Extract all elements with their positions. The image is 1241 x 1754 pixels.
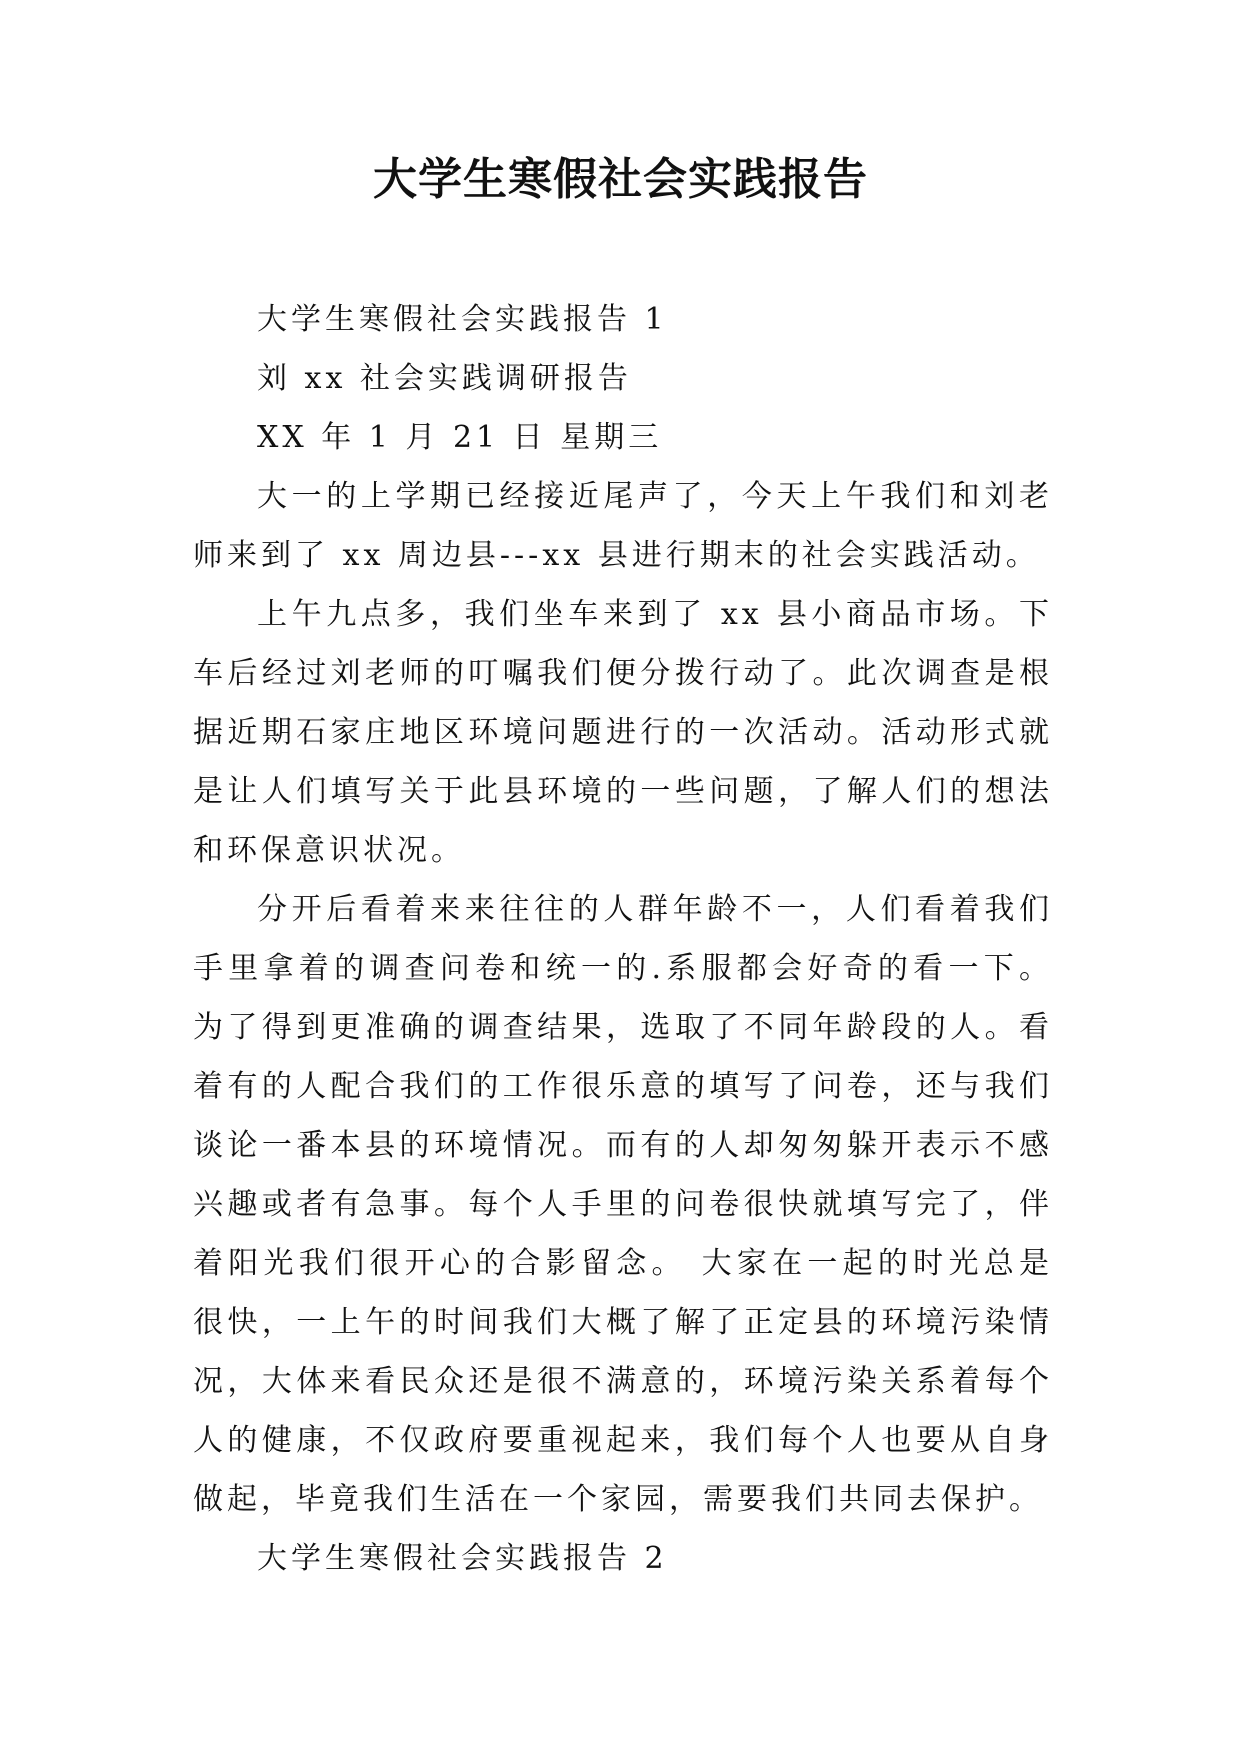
body-paragraph: 上午九点多，我们坐车来到了 xx 县小商品市场。下车后经过刘老师的叮嘱我们便分拨行动了。此次调查是根据近期石家庄地区环境问题进行的一次活动。活动形式就是让人们填写关于此县环境的一些问题，了解人们的想法和环保意识状况。 — [193, 597, 1053, 868]
document-title: 大学生寒假社会实践报告 — [373, 154, 868, 205]
report-subtitle: 刘 xx 社会实践调研报告 — [257, 361, 632, 396]
document-body — [193, 290, 1053, 1588]
report-heading-2: 大学生寒假社会实践报告 2 — [257, 1541, 668, 1576]
report-heading-1: 大学生寒假社会实践报告 1 — [257, 302, 668, 337]
report-date: XX 年 1 月 21 日 星期三 — [257, 420, 663, 455]
body-paragraph: 大一的上学期已经接近尾声了，今天上午我们和刘老师来到了 xx 周边县---xx 县进行期末的社会实践活动。 — [193, 479, 1053, 573]
body-paragraph: 分开后看着来来往往的人群年龄不一，人们看着我们手里拿着的调查问卷和统一的.系服都会好奇的看一下。为了得到更准确的调查结果，选取了不同年龄段的人。看着有的人配合我们的工作很乐意的填写了问卷，还与我们谈论一番本县的环境情况。而有的人却匆匆躲开表示不感兴趣或者有急事。每个人手里的问卷很快就填写完了，伴着阳光我们很开心的合影留念。 大家在一起的时光总是很快，一上午的时间我们大概了解了正定县的环境污染情况，大体来看民众还是很不满意的，环境污染关系着每个人的健康，不仅政府要重视起来，我们每个人也要从自身做起，毕竟我们生活在一个家园，需要我们共同去保护。 — [193, 892, 1053, 1517]
